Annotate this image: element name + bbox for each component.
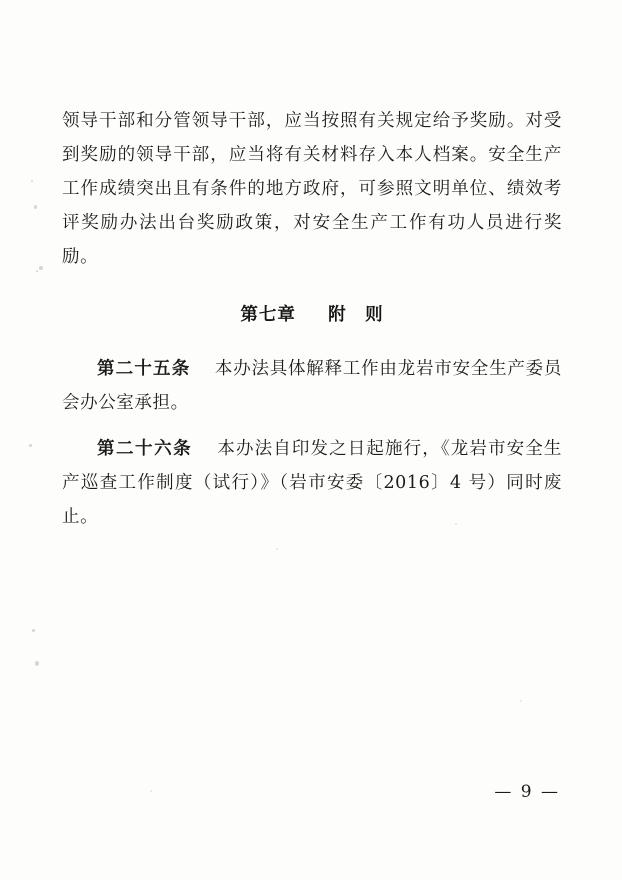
- paper-speck: [276, 548, 278, 550]
- article-26-label: 第二十六条: [97, 439, 193, 459]
- article-25-text: 本办法具体解释工作由龙岩市安全生产委员会办公室承担。: [62, 359, 562, 413]
- paragraph-gap: [62, 422, 562, 432]
- paper-speck: [31, 180, 33, 182]
- section-heading-title: 附 则: [328, 305, 384, 325]
- paragraph-rewards: 领导干部和分管领导干部，应当按照有关规定给予奖励。对受到奖励的领导干部，应当将有关材料存入本人档案。安全生产工作成绩突出且有条件的地方政府，可参照文明单位、绩效考评奖励办法出台奖励政策，对安全生产工作有功人员进行奖励。: [62, 111, 562, 267]
- paper-speck: [34, 205, 37, 209]
- paper-speck: [39, 266, 43, 270]
- paper-speck: [520, 700, 522, 702]
- paper-speck: [36, 270, 38, 272]
- paper-speck: [35, 661, 39, 666]
- section-heading: [62, 298, 562, 332]
- paper-speck: [32, 629, 35, 632]
- article-25-label: 第二十五条: [97, 359, 191, 379]
- section-heading-chapter: 第七章: [240, 305, 296, 325]
- article-25: [62, 352, 562, 420]
- page-number: — 9 —: [494, 782, 560, 802]
- paper-speck: [150, 790, 152, 792]
- article-26: [62, 432, 562, 534]
- paper-speck: [29, 444, 32, 447]
- document-text-column: [62, 104, 562, 536]
- article-26-text: 本办法自印发之日起施行，《龙岩市安全生产巡查工作制度（试行）》（岩市安委〔2016〕4 号）同时废止。: [62, 439, 563, 527]
